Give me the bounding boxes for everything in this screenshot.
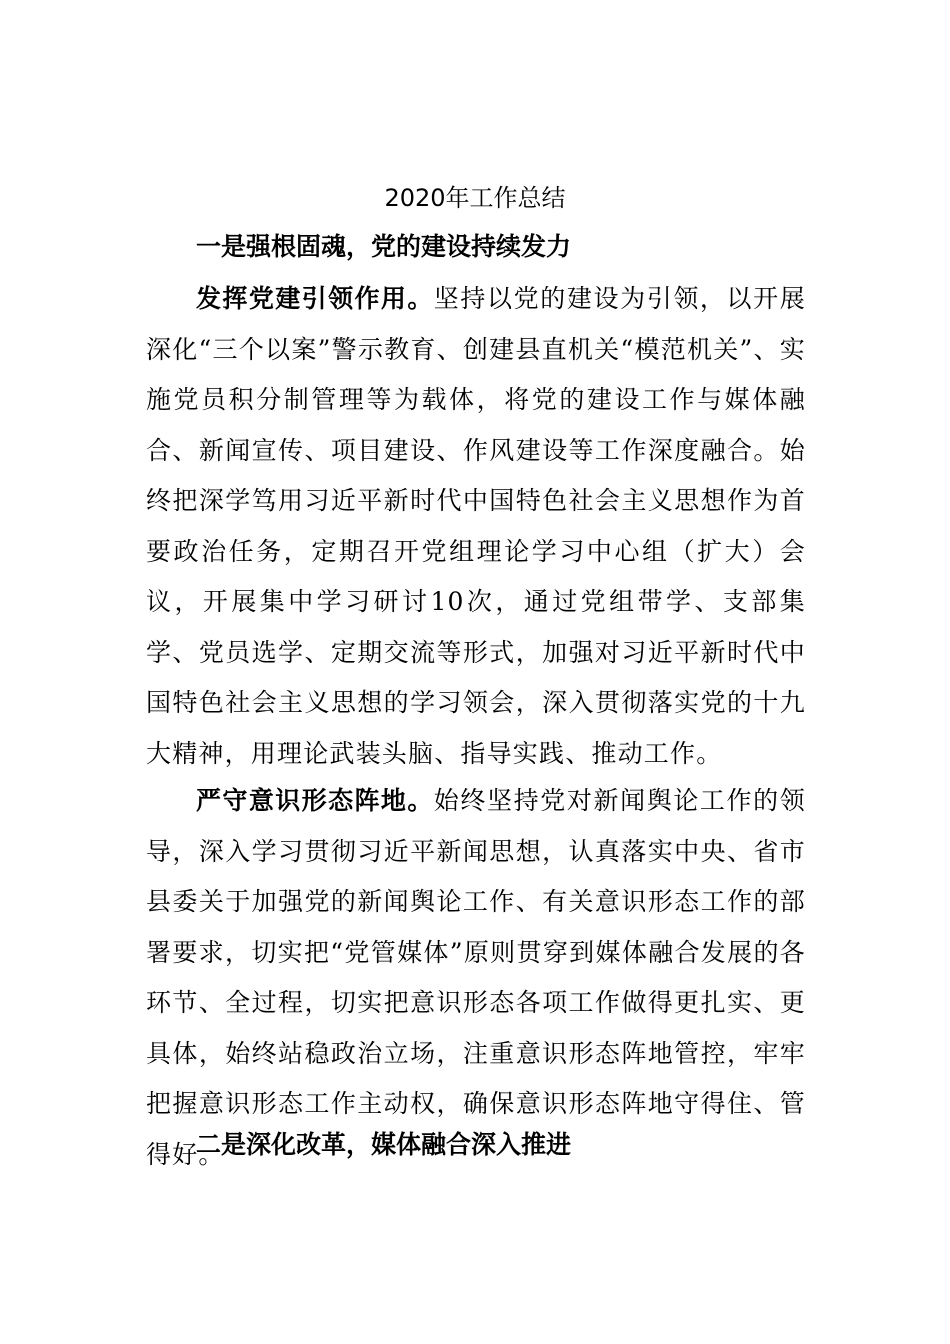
- paragraph-ideology: [146, 776, 806, 1180]
- paragraph-body: 始终坚持党对新闻舆论工作的领导，深入学习贯彻习近平新闻思想，认真落实中央、省市县委关于加强党的新闻舆论工作、有关意识形态工作的部署要求，切实把“党管媒体”原则贯穿到媒体融合发展的各环节、全过程，切实把意识形态各项工作做得更扎实、更具体，始终站稳政治立场，注重意识形态阵地管控，牢牢把握意识形态工作主动权，确保意识形态阵地守得住、管得好。: [146, 786, 806, 1169]
- section-heading-1: 一是强根固魂，党的建设持续发力: [196, 232, 572, 261]
- section-heading-2: 二是深化改革，媒体融合深入推进: [196, 1130, 572, 1159]
- paragraph-lead: 严守意识形态阵地。: [196, 786, 434, 815]
- paragraph-lead: 发挥党建引领作用。: [196, 284, 434, 313]
- paragraph-party-building: [146, 274, 806, 779]
- document-title: 2020年工作总结: [384, 184, 566, 212]
- paragraph-body: 坚持以党的建设为引领，以开展深化“三个以案”警示教育、创建县直机关“模范机关”、实施党员积分制管理等为载体，将党的建设工作与媒体融合、新闻宣传、项目建设、作风建设等工作深度融合。始终把深学笃用习近平新时代中国特色社会主义思想作为首要政治任务，定期召开党组理论学习中心组（扩大）会议，开展集中学习研讨10次，通过党组带学、支部集学、党员选学、定期交流等形式，加强对习近平新时代中国特色社会主义思想的学习领会，深入贯彻落实党的十九大精神，用理论武装头脑、指导实践、推动工作。: [146, 284, 806, 768]
